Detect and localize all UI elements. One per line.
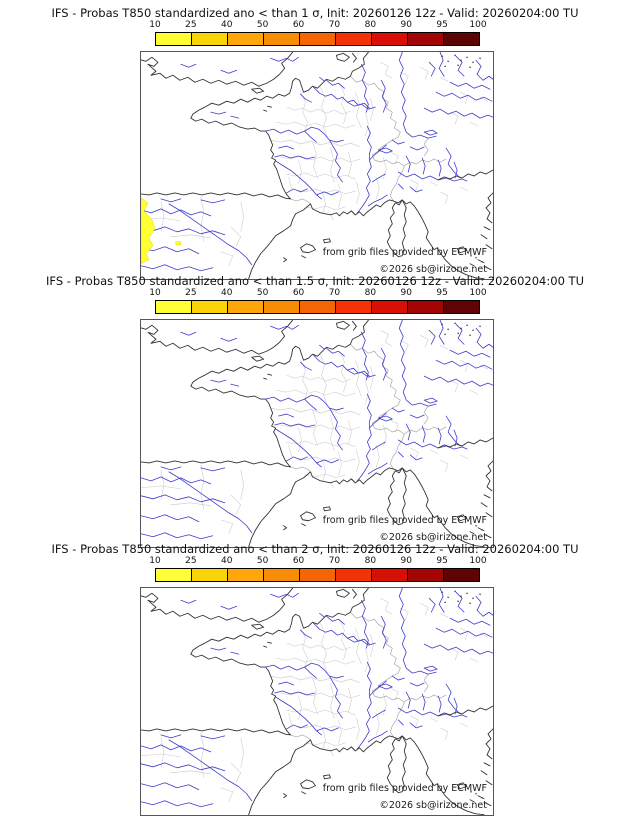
colorbar-segment <box>192 569 228 581</box>
colorbar-tick-label: 80 <box>364 288 377 298</box>
panel-title: IFS - Probas T850 standardized ano < than 2 σ, Init: 20260126 12z - Valid: 20260204:00 TU <box>51 542 579 556</box>
colorbar-tick-label: 10 <box>149 288 161 298</box>
colorbar-segment <box>264 301 300 313</box>
colorbar-tick-label: 100 <box>469 288 487 298</box>
colorbar <box>155 32 480 46</box>
colorbar-tick-label: 10 <box>149 556 161 566</box>
credit-copyright: ©2026 sb@irizone.net <box>379 532 487 543</box>
colorbar-segment <box>228 33 264 45</box>
colorbar-segment <box>192 301 228 313</box>
colorbar-segment <box>264 33 300 45</box>
panel-sigma-1-5 <box>0 268 630 543</box>
colorbar-ticks <box>149 288 487 299</box>
panel-title: IFS - Probas T850 standardized ano < than 1.5 σ, Init: 20260126 12z - Valid: 20260204:00 TU <box>46 274 584 288</box>
colorbar-tick-label: 70 <box>328 20 341 30</box>
colorbar-segment <box>408 33 444 45</box>
credit-copyright: ©2026 sb@irizone.net <box>379 800 487 811</box>
basemap-svg <box>141 588 493 815</box>
colorbar-segment <box>408 301 444 313</box>
credit-ecmwf: from grib files provided by ECMWF <box>322 247 487 258</box>
colorbar-segment <box>336 301 372 313</box>
panel-sigma-1 <box>0 0 630 275</box>
colorbar-tick-label: 40 <box>221 556 233 566</box>
credit-copyright: ©2026 sb@irizone.net <box>379 264 487 275</box>
colorbar-tick-label: 95 <box>436 556 448 566</box>
panel-title: IFS - Probas T850 standardized ano < than 1 σ, Init: 20260126 12z - Valid: 20260204:00 TU <box>51 6 579 20</box>
colorbar-segment <box>156 33 192 45</box>
colorbar-segment <box>228 569 264 581</box>
colorbar-tick-label: 100 <box>469 556 487 566</box>
colorbar-segment <box>228 301 264 313</box>
credit-ecmwf: from grib files provided by ECMWF <box>322 515 487 526</box>
panel-sigma-2 <box>0 536 630 811</box>
colorbar-tick-label: 25 <box>185 556 197 566</box>
colorbar-segment <box>336 33 372 45</box>
colorbar-tick-label: 95 <box>436 288 448 298</box>
colorbar-tick-label: 90 <box>400 20 412 30</box>
colorbar-segment <box>372 33 408 45</box>
colorbar-tick-label: 90 <box>400 556 412 566</box>
colorbar-tick-label: 95 <box>436 20 448 30</box>
colorbar-segment <box>372 569 408 581</box>
colorbar-segment <box>336 569 372 581</box>
colorbar-segment <box>300 301 336 313</box>
colorbar-segment <box>156 301 192 313</box>
map-france <box>140 587 494 816</box>
colorbar-segment <box>264 569 300 581</box>
colorbar-segment <box>372 301 408 313</box>
colorbar-tick-label: 40 <box>221 288 233 298</box>
colorbar-tick-label: 60 <box>292 20 305 30</box>
colorbar-tick-label: 25 <box>185 288 197 298</box>
colorbar-segment <box>192 33 228 45</box>
colorbar-tick-label: 50 <box>256 288 269 298</box>
colorbar-segment <box>300 569 336 581</box>
colorbar-segment <box>408 569 444 581</box>
colorbar-tick-label: 10 <box>149 20 161 30</box>
colorbar-ticks <box>149 556 487 567</box>
colorbar-tick-label: 50 <box>256 556 269 566</box>
colorbar-segment <box>444 33 479 45</box>
colorbar-tick-label: 60 <box>292 288 305 298</box>
colorbar-tick-label: 100 <box>469 20 487 30</box>
colorbar <box>155 300 480 314</box>
colorbar-segment <box>300 33 336 45</box>
colorbar-tick-label: 40 <box>221 20 233 30</box>
colorbar-tick-label: 50 <box>256 20 269 30</box>
credit-ecmwf: from grib files provided by ECMWF <box>322 783 487 794</box>
basemap-svg <box>141 320 493 547</box>
colorbar-tick-label: 60 <box>292 556 305 566</box>
colorbar-segment <box>444 301 479 313</box>
colorbar <box>155 568 480 582</box>
colorbar-ticks <box>149 20 487 31</box>
colorbar-tick-label: 80 <box>364 20 377 30</box>
colorbar-tick-label: 25 <box>185 20 197 30</box>
map-france <box>140 319 494 548</box>
basemap-svg <box>141 52 493 279</box>
colorbar-tick-label: 80 <box>364 556 377 566</box>
colorbar-segment <box>156 569 192 581</box>
colorbar-tick-label: 70 <box>328 556 341 566</box>
colorbar-tick-label: 70 <box>328 288 341 298</box>
colorbar-segment <box>444 569 479 581</box>
colorbar-tick-label: 90 <box>400 288 412 298</box>
map-france <box>140 51 494 280</box>
